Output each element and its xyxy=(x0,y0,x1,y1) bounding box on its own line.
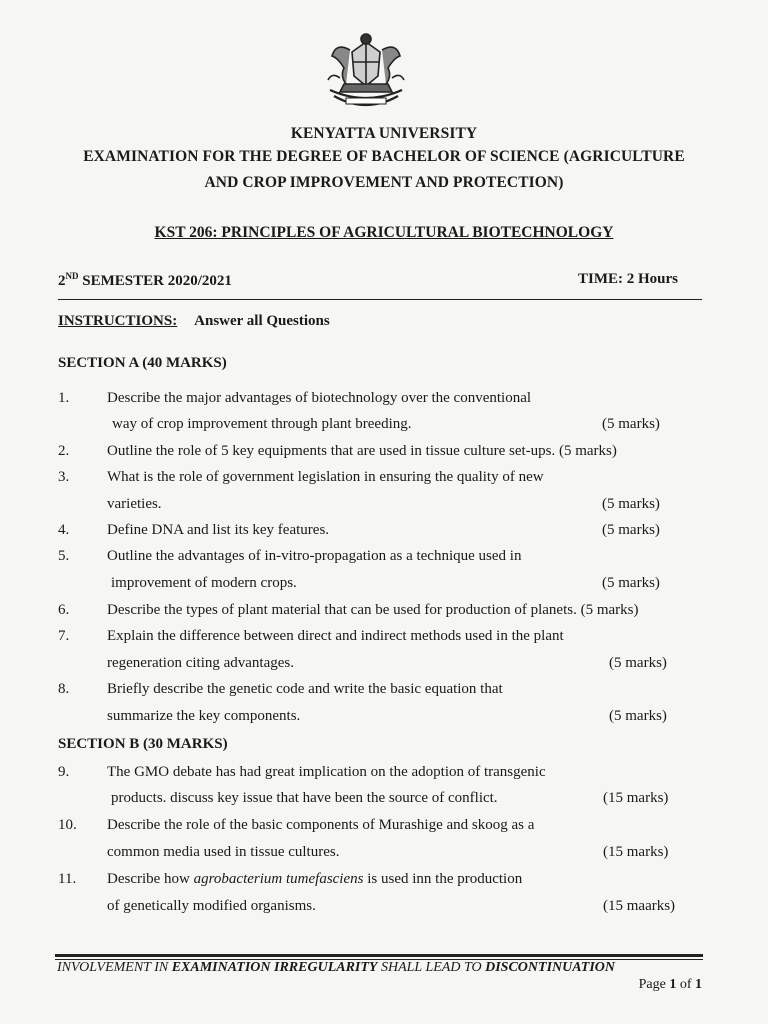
footer-divider-thick xyxy=(55,954,703,957)
question-number: 8. xyxy=(58,681,70,697)
question-number: 11. xyxy=(58,871,77,887)
instructions xyxy=(58,313,330,330)
question-number: 5. xyxy=(58,548,70,564)
question-text-line1: Outline the advantages of in-vitro-propagation as a technique used in xyxy=(107,548,522,564)
question-number: 9. xyxy=(58,764,70,780)
question-text-line2: regeneration citing advantages. xyxy=(107,655,295,671)
question-text-line1: What is the role of government legislation in ensuring the quality of new xyxy=(107,469,544,485)
question-text-line2: of genetically modified organisms. xyxy=(107,898,316,914)
footer-bold-1: EXAMINATION IRREGULARITY xyxy=(171,960,378,975)
page-total: 1 xyxy=(695,977,702,992)
question-text-line1: Define DNA and list its key features. xyxy=(107,522,330,538)
question-text-line1 xyxy=(107,871,522,888)
exam-title-line2: AND CROP IMPROVEMENT AND PROTECTION) xyxy=(204,174,564,191)
question-text-pre: Describe how xyxy=(107,871,194,887)
instructions-label: INSTRUCTIONS: xyxy=(58,313,178,329)
university-name: KENYATTA UNIVERSITY xyxy=(290,125,478,142)
question-marks: (5 marks) xyxy=(609,655,667,671)
exam-time: TIME: 2 Hours xyxy=(577,271,678,287)
question-number: 4. xyxy=(58,522,70,538)
footer-text-1: INVOLVEMENT IN xyxy=(57,960,172,975)
question-marks: (5 marks) xyxy=(602,522,660,538)
exam-title-line1: EXAMINATION FOR THE DEGREE OF BACHELOR OF SCIENCE (AGRICULTURE xyxy=(83,148,685,165)
question-text-line1: Explain the difference between direct and indirect methods used in the plant xyxy=(107,628,564,644)
question-text-line1: The GMO debate has had great implication on the adoption of transgenic xyxy=(107,764,546,780)
section-a-title: SECTION A (40 MARKS) xyxy=(58,355,227,371)
question-text-line1: Outline the role of 5 key equipments that are used in tissue culture set-ups. (5 marks) xyxy=(107,443,617,459)
question-text-line2: products. discuss key issue that have been the source of conflict. xyxy=(111,790,498,806)
question-text-line1: Describe the types of plant material that can be used for production of planets. (5 marks) xyxy=(107,602,639,618)
question-text-line2: improvement of modern crops. xyxy=(111,575,297,591)
question-number: 10. xyxy=(58,817,77,833)
section-b-title: SECTION B (30 MARKS) xyxy=(58,736,228,752)
question-marks: (5 marks) xyxy=(602,496,660,512)
semester-superscript: ND xyxy=(65,271,79,281)
page-prefix: Page xyxy=(638,977,670,992)
footer-warning xyxy=(57,960,615,976)
semester-label xyxy=(58,271,232,290)
question-marks: (15 marks) xyxy=(603,844,669,860)
question-text-line2: summarize the key components. xyxy=(107,708,301,724)
question-text-line2: common media used in tissue cultures. xyxy=(107,844,340,860)
question-marks: (15 maarks) xyxy=(603,898,676,914)
question-marks: (15 marks) xyxy=(603,790,669,806)
question-text-line2: way of crop improvement through plant breeding. xyxy=(112,416,412,432)
instructions-text: Answer all Questions xyxy=(194,313,330,329)
question-text-line1: Briefly describe the genetic code and write the basic equation that xyxy=(107,681,503,697)
question-text-line2: varieties. xyxy=(107,496,162,512)
question-number: 2. xyxy=(58,443,70,459)
page-number xyxy=(639,977,702,993)
header-divider xyxy=(58,299,702,300)
footer-text-2: SHALL LEAD TO xyxy=(377,960,486,975)
semester-text: SEMESTER 2020/2021 xyxy=(78,273,232,289)
question-text-post: is used inn the production xyxy=(363,871,523,887)
organism-name-italic: agrobacterium tumefasciens xyxy=(193,871,364,887)
question-marks: (5 marks) xyxy=(602,416,660,432)
question-text-line1: Describe the role of the basic components of Murashige and skoog as a xyxy=(107,817,535,833)
page-separator: of xyxy=(676,977,695,992)
question-marks: (5 marks) xyxy=(602,575,660,591)
question-text-line1: Describe the major advantages of biotechnology over the conventional xyxy=(107,390,532,406)
footer-bold-2: DISCONTINUATION xyxy=(485,960,616,975)
question-marks: (5 marks) xyxy=(609,708,667,724)
question-number: 6. xyxy=(58,602,70,618)
university-crest-logo xyxy=(322,32,410,118)
page-current: 1 xyxy=(669,977,677,992)
question-number: 3. xyxy=(58,469,70,485)
question-number: 1. xyxy=(58,390,70,406)
course-title: KST 206: PRINCIPLES OF AGRICULTURAL BIOTECHNOLOGY xyxy=(154,224,614,241)
semester-number: 2 xyxy=(58,273,66,289)
question-number: 7. xyxy=(58,628,70,644)
